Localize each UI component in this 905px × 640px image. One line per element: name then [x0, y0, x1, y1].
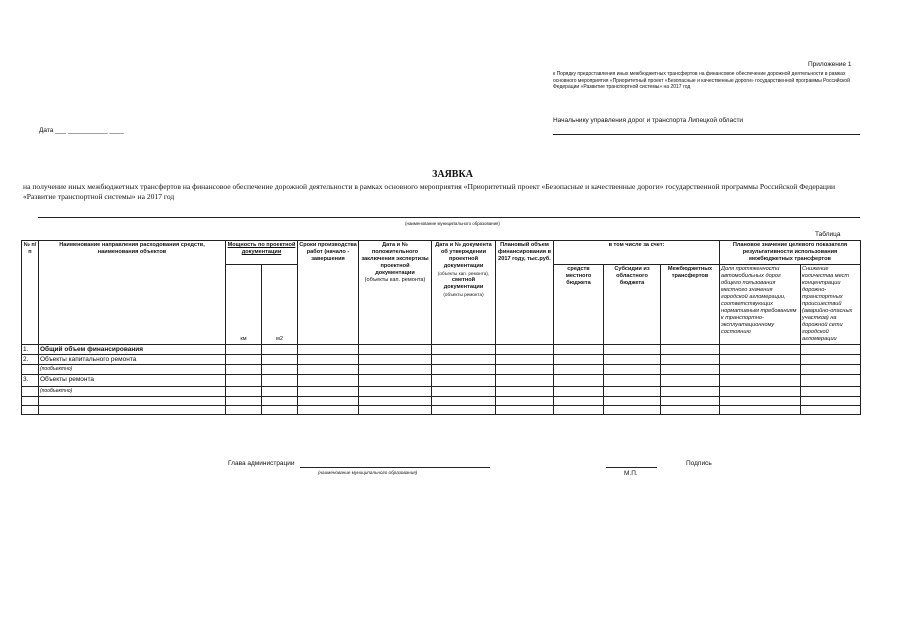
- header-capacity-label: Мощность по проектной документации: [227, 242, 296, 255]
- empty-cell: [801, 365, 861, 375]
- empty-cell: [298, 406, 359, 415]
- empty-cell: [496, 355, 554, 365]
- empty-cell: [39, 397, 226, 406]
- empty-cell: [496, 397, 554, 406]
- empty-cell: [496, 387, 554, 397]
- empty-cell: [262, 406, 298, 415]
- header-approval: [432, 241, 496, 345]
- empty-cell: [604, 365, 661, 375]
- empty-cell: [661, 406, 720, 415]
- empty-cell: [432, 406, 496, 415]
- empty-cell: [226, 345, 262, 355]
- empty-cell: [554, 365, 604, 375]
- empty-cell: [720, 397, 801, 406]
- empty-cell: [554, 375, 604, 387]
- header-regional: Субсидии из областного бюджета: [604, 265, 661, 345]
- empty-cell: [359, 345, 432, 355]
- table-row: [22, 345, 861, 355]
- empty-cell: [298, 365, 359, 375]
- empty-cell: [661, 345, 720, 355]
- empty-cell: [226, 397, 262, 406]
- date-field: Дата ___ ___________ ____: [39, 127, 124, 134]
- empty-cell: [720, 375, 801, 387]
- empty-cell: [604, 345, 661, 355]
- table-row: [22, 397, 861, 406]
- empty-cell: [432, 397, 496, 406]
- empty-cell: [801, 345, 861, 355]
- empty-cell: [262, 375, 298, 387]
- empty-cell: [432, 345, 496, 355]
- empty-cell: [262, 387, 298, 397]
- header-expertise: [359, 241, 432, 345]
- table-label: Таблица: [815, 231, 841, 238]
- empty-cell: [226, 387, 262, 397]
- table-row: [22, 355, 861, 365]
- empty-cell: [226, 365, 262, 375]
- head-caption: (наименование муниципального образования): [318, 470, 418, 475]
- addressee-line: [553, 134, 860, 135]
- page-title: ЗАЯВКА: [432, 169, 473, 180]
- empty-cell: [359, 355, 432, 365]
- empty-cell: [554, 397, 604, 406]
- header-interbudget: Межбюджетных трансфертов: [661, 265, 720, 345]
- empty-cell: [226, 375, 262, 387]
- appendix-text: к Порядку предоставления иных межбюджетных трансфертов на финансовое обеспечение дорожной деятельности в рамках основного мероприятия «Приоритетный проект «Безопасные и качественные дороги» государственной программы Российской Федерации «Развитие транспортной системы» на 2017 год: [553, 71, 850, 90]
- empty-cell: [298, 345, 359, 355]
- empty-cell: [22, 406, 39, 415]
- head-line: [300, 467, 490, 468]
- empty-cell: [661, 375, 720, 387]
- header-target-a: Доля протяженности автомобильных дорог общего пользования местного значения городской агломерации, соответствующих нормативным требованиям к транспортно-эксплуатационному состоянию: [720, 265, 801, 345]
- municipality-caption: (наименование муниципального образования): [405, 221, 500, 226]
- empty-cell: [604, 355, 661, 365]
- header-km: км: [226, 265, 262, 345]
- empty-cell: [432, 387, 496, 397]
- empty-cell: [801, 375, 861, 387]
- empty-cell: [226, 355, 262, 365]
- empty-cell: [262, 365, 298, 375]
- empty-cell: [604, 387, 661, 397]
- empty-cell: [496, 365, 554, 375]
- empty-cell: [298, 387, 359, 397]
- header-local: средств местного бюджета: [554, 265, 604, 345]
- empty-cell: [359, 365, 432, 375]
- header-capacity: [226, 241, 298, 265]
- empty-cell: [496, 406, 554, 415]
- empty-cell: [39, 406, 226, 415]
- header-expertise-label: Дата и № положительного заключения экспертизы проектной документации: [361, 242, 429, 276]
- empty-cell: [496, 345, 554, 355]
- empty-cell: [359, 397, 432, 406]
- empty-cell: [604, 406, 661, 415]
- empty-cell: [554, 406, 604, 415]
- header-approval-note-1: (объекты кап. ремонта),: [437, 271, 490, 276]
- empty-cell: [496, 375, 554, 387]
- appendix-title: Приложение 1: [808, 61, 852, 68]
- header-name: Наименование направления расходования средств, наименования объектов: [39, 241, 226, 345]
- empty-cell: [720, 345, 801, 355]
- header-expertise-note: (объекты кап. ремонта): [364, 277, 426, 283]
- row-num: 1.: [22, 345, 39, 355]
- row-name: (пообъектно): [39, 387, 226, 397]
- signature-label: Подпись: [686, 460, 712, 467]
- empty-cell: [22, 397, 39, 406]
- table-row: [22, 406, 861, 415]
- empty-cell: [801, 397, 861, 406]
- empty-cell: [554, 345, 604, 355]
- empty-cell: [661, 355, 720, 365]
- table-row: [22, 387, 861, 397]
- row-num: [22, 387, 39, 397]
- row-num: [22, 365, 39, 375]
- empty-cell: [298, 397, 359, 406]
- row-num: 2.: [22, 355, 39, 365]
- empty-cell: [554, 355, 604, 365]
- empty-cell: [262, 345, 298, 355]
- empty-cell: [604, 397, 661, 406]
- empty-cell: [262, 355, 298, 365]
- header-row-1: [22, 241, 861, 265]
- row-name: (пообъектно): [39, 365, 226, 375]
- stamp-label: М.П.: [624, 470, 638, 477]
- header-target-b: Снижение количества мест концентрации дорожно-транспортных происшествий (аварийно-опасных участков) на дорожной сети городской агломерации: [801, 265, 861, 345]
- row-name: Объекты капитального ремонта: [39, 355, 226, 365]
- header-terms: Сроки производства работ (начало - завершения: [298, 241, 359, 345]
- head-label: Глава администрации: [228, 460, 295, 467]
- header-m2: м2: [262, 265, 298, 345]
- empty-cell: [432, 355, 496, 365]
- empty-cell: [298, 375, 359, 387]
- empty-cell: [661, 365, 720, 375]
- empty-cell: [720, 406, 801, 415]
- header-approval-note-2: (объекты ремонта): [443, 292, 484, 297]
- empty-cell: [359, 387, 432, 397]
- empty-cell: [801, 387, 861, 397]
- empty-cell: [604, 375, 661, 387]
- table-row: [22, 365, 861, 375]
- empty-cell: [720, 365, 801, 375]
- empty-cell: [661, 397, 720, 406]
- header-num: № п/п: [22, 241, 39, 345]
- addressee: Начальнику управления дорог и транспорта Липецкой области: [553, 117, 744, 124]
- funding-table: [21, 240, 861, 415]
- row-num: 3.: [22, 375, 39, 387]
- header-target: Плановое значение целевого показателя результативности использования межбюджетных трансфертов: [720, 241, 861, 265]
- empty-cell: [432, 365, 496, 375]
- row-name: Объекты ремонта: [39, 375, 226, 387]
- empty-cell: [432, 375, 496, 387]
- empty-cell: [226, 406, 262, 415]
- empty-cell: [801, 355, 861, 365]
- empty-cell: [801, 406, 861, 415]
- header-including: в том числе за счет:: [554, 241, 720, 265]
- empty-cell: [359, 406, 432, 415]
- header-approval-label: Дата и № документа об утверждении проектной документации: [435, 242, 492, 269]
- empty-cell: [298, 355, 359, 365]
- empty-cell: [359, 375, 432, 387]
- empty-cell: [554, 387, 604, 397]
- table-row: [22, 375, 861, 387]
- empty-cell: [262, 397, 298, 406]
- municipality-line: [38, 217, 860, 218]
- empty-cell: [661, 387, 720, 397]
- header-approval-mid: сметной документации: [443, 277, 484, 290]
- empty-cell: [720, 387, 801, 397]
- row-name: Общий объем финансирования: [39, 345, 226, 355]
- empty-cell: [720, 355, 801, 365]
- page-subtitle: на получение иных межбюджетных трансфертов на финансовое обеспечение дорожной деятельности в рамках основного мероприятия «Приоритетный проект «Безопасные и качественные дороги» государственной программы Российской Федерации «Развитие транспортной системы» на 2017 год: [23, 182, 836, 201]
- header-planned: Плановый объем финансирования в 2017 году, тыс.руб.: [496, 241, 554, 345]
- signature-line: [606, 467, 657, 468]
